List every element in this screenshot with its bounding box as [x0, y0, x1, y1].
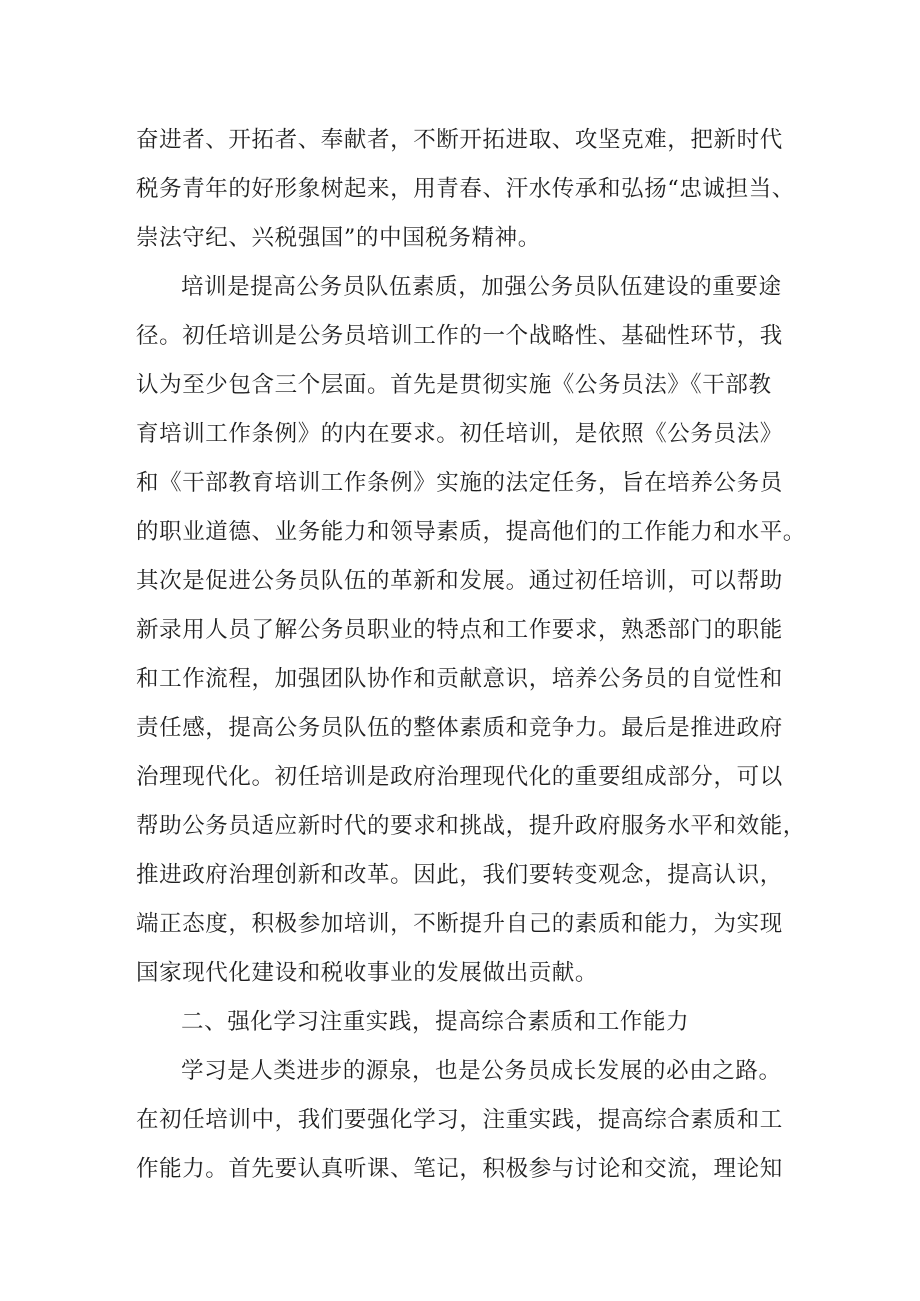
text-line: 径。初任培训是公务员培训工作的一个战略性、基础性环节，我: [136, 323, 783, 349]
text-line: 责任感，提高公务员队伍的整体素质和竞争力。最后是推进政府: [136, 715, 783, 741]
text-line: 作能力。首先要认真听课、笔记，积极参与讨论和交流，理论知: [136, 1156, 783, 1182]
text-line: 认为至少包含三个层面。首先是贯彻实施《公务员法》《干部教: [136, 372, 772, 398]
text-line: 治理现代化。初任培训是政府治理现代化的重要组成部分，可以: [136, 764, 783, 790]
paragraph-first-line: 学习是人类进步的源泉，也是公务员成长发展的必由之路。: [181, 1058, 782, 1084]
text-line: 国家现代化建设和税收事业的发展做出贡献。: [136, 960, 599, 986]
section-heading: 二、强化学习注重实践，提高综合素质和工作能力: [181, 1009, 690, 1035]
text-line: 新录用人员了解公务员职业的特点和工作要求，熟悉部门的职能: [136, 617, 783, 643]
text-line: 推进政府治理创新和改革。因此，我们要转变观念，提高认识，: [136, 862, 783, 888]
text-line: 和工作流程，加强团队协作和贡献意识，培养公务员的自觉性和: [136, 666, 783, 692]
paragraph-first-line: 培训是提高公务员队伍素质，加强公务员队伍建设的重要途: [181, 274, 782, 300]
text-line: 端正态度，积极参加培训，不断提升自己的素质和能力，为实现: [136, 911, 783, 937]
text-line: 的职业道德、业务能力和领导素质，提高他们的工作能力和水平。: [136, 519, 806, 545]
text-line: 其次是促进公务员队伍的革新和发展。通过初任培训，可以帮助: [136, 568, 783, 594]
text-line: 在初任培训中，我们要强化学习，注重实践，提高综合素质和工: [136, 1107, 783, 1133]
text-line: 育培训工作条例》的内在要求。初任培训，是依照《公务员法》: [136, 421, 783, 447]
text-line: 奋进者、开拓者、奉献者，不断开拓进取、攻坚克难，把新时代: [136, 127, 783, 153]
text-line: 和《干部教育培训工作条例》实施的法定任务，旨在培养公务员: [136, 470, 783, 496]
text-line: 税务青年的好形象树起来，用青春、汗水传承和弘扬“忠诚担当、: [136, 176, 795, 202]
text-line: 崇法守纪、兴税强国”的中国税务精神。: [136, 225, 541, 251]
text-line: 帮助公务员适应新时代的要求和挑战，提升政府服务水平和效能，: [136, 813, 806, 839]
